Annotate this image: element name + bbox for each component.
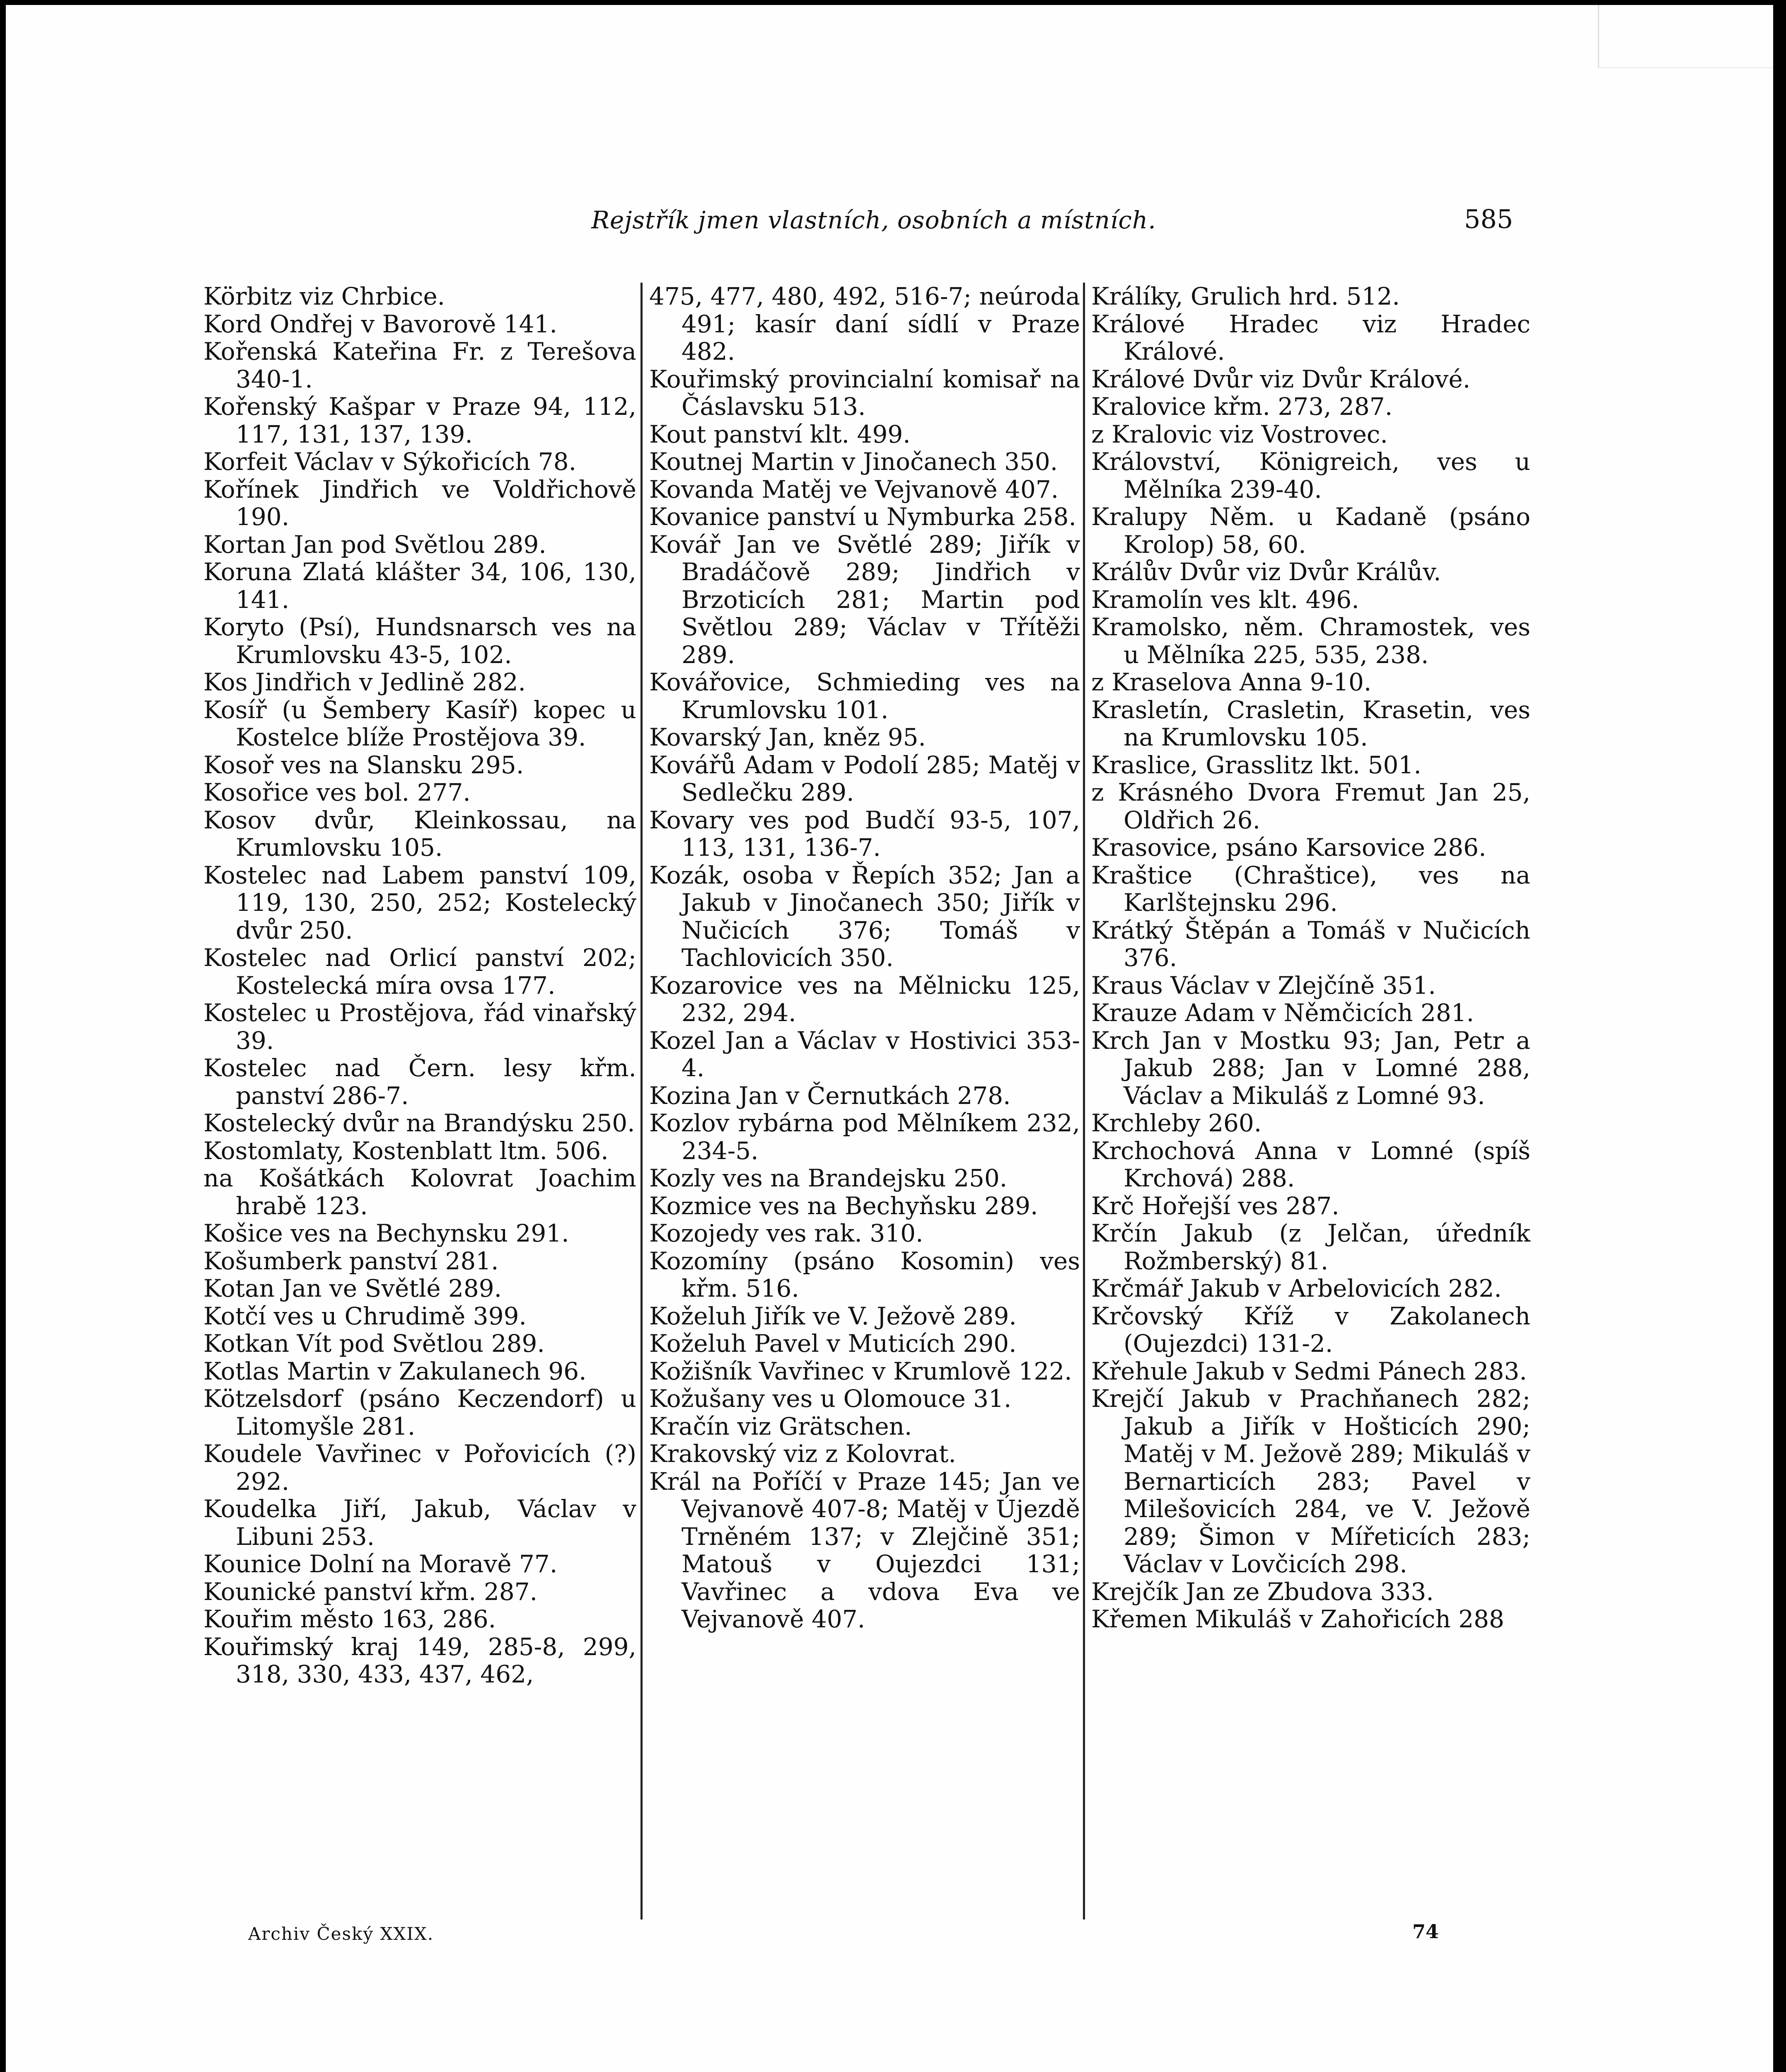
index-entry: Krč Hořejší ves 287. — [1091, 1191, 1339, 1220]
index-entry: Kořínek Jindřich ve Voldřichově 190. — [203, 475, 636, 531]
index-entry: Krasletín, Crasletin, Krasetin, ves na Krumlovsku 105. — [1091, 695, 1530, 751]
page-title: Rejstřík jmen vlastních, osobních a místních. — [591, 206, 1156, 234]
index-entry: Kovářů Adam v Podolí 285; Matěj v Sedlečku 289. — [649, 750, 1080, 806]
index-entry: Krasovice, psáno Karsovice 286. — [1091, 833, 1486, 862]
index-entry: Kostelecký dvůr na Brandýsku 250. — [203, 1109, 635, 1137]
index-entry: Krauze Adam v Němčicích 281. — [1091, 999, 1474, 1027]
index-entry: Kozlov rybárna pod Mělníkem 232, 234-5. — [649, 1109, 1080, 1165]
index-entry: Kotlas Martin v Zakulanech 96. — [203, 1357, 587, 1385]
index-entry: Kotčí ves u Chrudimě 399. — [203, 1302, 527, 1330]
index-entry: Koudele Vavřinec v Pořovicích (?) 292. — [203, 1440, 636, 1496]
index-entry: Krčmář Jakub v Arbelovicích 282. — [1091, 1274, 1502, 1302]
index-entry: Králové Hradec viz Hradec Králové. — [1091, 310, 1530, 366]
index-entry: Kozly ves na Brandejsku 250. — [649, 1164, 1008, 1192]
index-entry: Kožušany ves u Olomouce 31. — [649, 1385, 1012, 1413]
index-entry: Kostelec u Prostějova, řád vinařský 39. — [203, 999, 636, 1055]
index-entry: Kozina Jan v Černutkách 278. — [649, 1081, 1011, 1110]
index-entry: Kovanice panství u Nymburka 258. — [649, 503, 1076, 531]
index-entry: Kounické panství křm. 287. — [203, 1577, 538, 1606]
index-entry: Kraslice, Grasslitz lkt. 501. — [1091, 750, 1421, 779]
index-entry: Král na Poříčí v Praze 145; Jan ve Vejvanově 407-8; Matěj v Újezdě Trněném 137; v Zlejčině 351; Matouš v Oujezdci 131; Vavřinec a vdova Eva ve Vejvanově 407. — [649, 1467, 1080, 1633]
index-entry: Kosov dvůr, Kleinkossau, na Krumlovsku 105. — [203, 806, 636, 862]
index-entry: Kostelec nad Orlicí panství 202; Kostelecká míra ovsa 177. — [203, 944, 636, 1000]
index-entry: Krejčí Jakub v Prachňanech 282; Jakub a Jiřík v Hošticích 290; Matěj v M. Ježově 289; Mikuláš v Bernarticích 283; Pavel v Milešovicích 284, ve V. Ježově 289; Šimon v Mířeticích 283; Václav v Lovčicích 298. — [1091, 1385, 1530, 1578]
index-entry: Kovářovice, Schmieding ves na Krumlovsku 101. — [649, 668, 1080, 724]
index-entry: 475, 477, 480, 492, 516-7; neúroda 491; kasír daní sídlí v Praze 482. — [649, 282, 1080, 366]
index-entry: Košumberk panství 281. — [203, 1247, 499, 1275]
index-entry: Kout panství klt. 499. — [649, 420, 911, 448]
index-entry: Koruna Zlatá klášter 34, 106, 130, 141. — [203, 558, 636, 614]
scan-edge-mark — [1598, 5, 1773, 68]
index-entry: Kord Ondřej v Bavorově 141. — [203, 310, 557, 338]
index-entry: Kožišník Vavřinec v Krumlově 122. — [649, 1357, 1072, 1385]
index-entry: Kraus Václav v Zlejčíně 351. — [1091, 971, 1436, 1000]
index-entry: Kozmice ves na Bechyňsku 289. — [649, 1191, 1038, 1220]
index-entry: Kovary ves pod Budčí 93-5, 107, 113, 131, 136-7. — [649, 806, 1080, 862]
index-entry: Kozomíny (psáno Kosomin) ves křm. 516. — [649, 1247, 1080, 1302]
index-entry: Kovanda Matěj ve Vejvanově 407. — [649, 475, 1059, 503]
index-entry: Korfeit Václav v Sýkořicích 78. — [203, 448, 577, 476]
footer-sheet-number: 74 — [1412, 1920, 1439, 1943]
index-entry: z Krásného Dvora Fremut Jan 25, Oldřich 26. — [1091, 778, 1530, 834]
column-divider — [1083, 283, 1085, 1920]
index-entry: Krátký Štěpán a Tomáš v Nučicích 376. — [1091, 916, 1530, 972]
index-entry: Koudelka Jiří, Jakub, Václav v Libuni 253. — [203, 1495, 636, 1551]
index-entry: Kramolsko, něm. Chramostek, ves u Mělníka 225, 535, 238. — [1091, 613, 1530, 669]
index-entry: Kortan Jan pod Světlou 289. — [203, 530, 546, 559]
index-entry: Kötzelsdorf (psáno Keczendorf) u Litomyšle 281. — [203, 1385, 636, 1440]
index-entry: Kostomlaty, Kostenblatt ltm. 506. — [203, 1136, 609, 1165]
index-entry: Kouřimský provincialní komisař na Čáslavsku 513. — [649, 365, 1080, 421]
index-entry: Kovarský Jan, kněz 95. — [649, 723, 926, 751]
index-entry: Kotan Jan ve Světlé 289. — [203, 1274, 502, 1302]
footer-signature: Archiv Český XXIX. — [248, 1924, 434, 1944]
index-entry: Koutnej Martin v Jinočanech 350. — [649, 448, 1058, 476]
index-entry: Koželuh Pavel v Muticích 290. — [649, 1329, 1017, 1358]
index-entry: Kraštice (Chraštice), ves na Karlštejnsku 296. — [1091, 861, 1530, 917]
index-entry: Krakovský viz z Kolovrat. — [649, 1440, 956, 1468]
index-entry: Kosoř ves na Slansku 295. — [203, 750, 524, 779]
index-entry: Kozarovice ves na Mělnicku 125, 232, 294. — [649, 971, 1080, 1027]
page-number: 585 — [1464, 204, 1513, 234]
index-entry: Kozák, osoba v Řepích 352; Jan a Jakub v Jinočanech 350; Jiřík v Nučicích 376; Tomáš v Tachlovicích 350. — [649, 861, 1080, 972]
index-entry: Křemen Mikuláš v Zahořicích 288 — [1091, 1605, 1504, 1633]
index-entry: Krch Jan v Mostku 93; Jan, Petr a Jakub 288; Jan v Lomné 288, Václav a Mikuláš z Lomné 93. — [1091, 1026, 1530, 1110]
index-entry: Kouřimský kraj 149, 285-8, 299, 318, 330, 433, 437, 462, — [203, 1632, 636, 1688]
index-column-3 — [1091, 283, 1530, 1633]
index-entry: Králíky, Grulich hrd. 512. — [1091, 282, 1400, 310]
index-entry: z Kralovic viz Vostrovec. — [1091, 420, 1388, 448]
index-entry: Kračín viz Grätschen. — [649, 1412, 912, 1440]
index-entry: Krčín Jakub (z Jelčan, úředník Rožmberský) 81. — [1091, 1219, 1530, 1275]
index-entry: Koželuh Jiřík ve V. Ježově 289. — [649, 1302, 1017, 1330]
index-entry: Kounice Dolní na Moravě 77. — [203, 1550, 558, 1578]
index-entry: Králové Dvůr viz Dvůr Králové. — [1091, 365, 1471, 393]
index-entry: Koryto (Psí), Hundsnarsch ves na Krumlovsku 43-5, 102. — [203, 613, 636, 669]
index-column-1 — [203, 283, 636, 1688]
index-entry: Körbitz viz Chrbice. — [203, 282, 445, 310]
index-entry: Krchleby 260. — [1091, 1109, 1262, 1137]
index-entry: Kralupy Něm. u Kadaně (psáno Krolop) 58, 60. — [1091, 503, 1530, 559]
index-entry: Kralovice křm. 273, 287. — [1091, 392, 1393, 421]
index-entry: Kořenský Kašpar v Praze 94, 112, 117, 131, 137, 139. — [203, 392, 636, 448]
index-entry: Kramolín ves klt. 496. — [1091, 585, 1359, 614]
index-entry: Království, Königreich, ves u Mělníka 239-40. — [1091, 448, 1530, 503]
index-entry: Krčovský Kříž v Zakolanech (Oujezdci) 131-2. — [1091, 1302, 1530, 1358]
document-page — [6, 5, 1773, 2072]
index-entry: Kouřim město 163, 286. — [203, 1605, 496, 1633]
index-entry: z Kraselova Anna 9-10. — [1091, 668, 1372, 696]
index-entry: Kozel Jan a Václav v Hostivici 353-4. — [649, 1026, 1080, 1082]
index-entry: Krchochová Anna v Lomné (spíš Krchová) 288. — [1091, 1136, 1530, 1192]
index-entry: Králův Dvůr viz Dvůr Králův. — [1091, 558, 1441, 586]
index-entry: Kotkan Vít pod Světlou 289. — [203, 1329, 545, 1358]
index-entry: Kostelec nad Čern. lesy křm. panství 286-7. — [203, 1054, 636, 1110]
index-entry: Kosíř (u Šembery Kasíř) kopec u Kostelce blíže Prostějova 39. — [203, 695, 636, 751]
index-entry: Kořenská Kateřina Fr. z Terešova 340-1. — [203, 337, 636, 393]
index-entry: Křehule Jakub v Sedmi Pánech 283. — [1091, 1357, 1527, 1385]
index-entry: Košice ves na Bechynsku 291. — [203, 1219, 569, 1247]
index-entry: Krejčík Jan ze Zbudova 333. — [1091, 1577, 1434, 1606]
index-column-2 — [649, 283, 1080, 1633]
column-divider — [640, 283, 643, 1920]
index-entry: Kos Jindřich v Jedlině 282. — [203, 668, 526, 696]
index-entry: Kosořice ves bol. 277. — [203, 778, 471, 806]
index-entry: Kovář Jan ve Světlé 289; Jiřík v Bradáčově 289; Jindřich v Brzoticích 281; Martin pod Světlou 289; Václav v Třítěži 289. — [649, 530, 1080, 669]
index-entry: na Košátkách Kolovrat Joachim hrabě 123. — [203, 1164, 636, 1220]
index-entry: Kostelec nad Labem panství 109, 119, 130, 250, 252; Kostelecký dvůr 250. — [203, 861, 636, 944]
index-entry: Kozojedy ves rak. 310. — [649, 1219, 923, 1247]
